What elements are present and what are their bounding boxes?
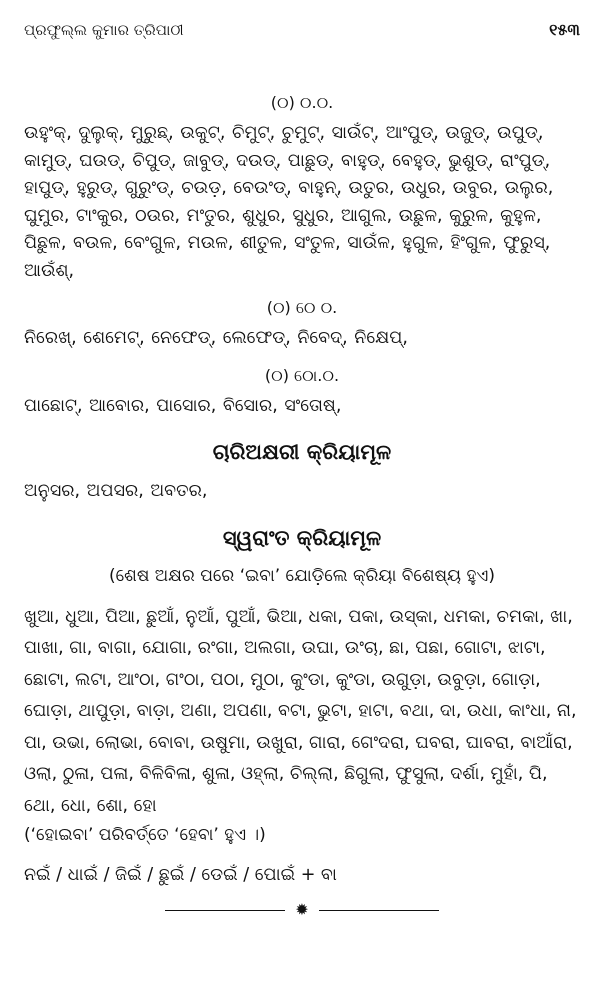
verb-list-pattern-1: ଉହୁଂକ୍, ଦୁଲୁକ୍, ମୁରୁଛ୍, ଉକୁଟ୍, ଚିମୁଟ୍, ଚୁମୁଟ୍, ସାଉଁଟ୍, ଆଂପୁଡ୍, ଉଜୁଡ୍, ଉପୁଡ୍, କାମୁଡ୍, ଘଉଡ୍, ଚିପୁଡ୍, ଜାବୁଡ୍, ଦଉଡ୍, ପାଛୁଡ୍, ବାହୁଡ୍, ବେହୁଡ୍, ଭୁଶୁଡ୍, ରାଂପୁଡ୍, ହାପୁଡ୍, ହୁରୁଡ୍, ଗୁରୁଂଡ୍, ଚଉଡ଼, ବେଉଂଡ୍, ବାହୁନ୍, ଉତୁର, ଉଧୁର, ଉବୁର, ଉଲୁର, ଘୁମୁର, ଟାଂକୁର, ଠଉର, ମଂତୁର, ଶୁଧୁର, ସୁଧୁର, ଆଗୁଲ, ଉଛୁଳ, କୁରୁଳ, କୁହୁଳ, ପିଛୁଳ, ବଉଳ, ବେଂଗୁଳ, ମଉଳ, ଶୀତୁଳ, ସଂତୁଳ, ସାଉଁଳ, ହୁଗୁଳ, ହିଂଗୁଳ, ଫୁରୁସ୍, ଆଉଁଶ୍, — [24, 123, 554, 281]
end-ornament — [24, 902, 580, 918]
verb-list-pattern-2: ନିରେଖ୍, ଶେମେଟ୍, ନେଫେଡ୍, ଲେଫେଡ୍, ନିବେଦ୍, ନିକ୍ଷେପ୍, — [24, 328, 408, 348]
star-ornament-icon: ✹ — [295, 900, 309, 919]
page-number: ୧୫୩ — [549, 20, 580, 39]
ornament-rule-left — [165, 910, 285, 911]
pattern-heading-2: (୦) ୦େ ୦. — [266, 298, 338, 317]
ornament-rule-right — [319, 910, 439, 911]
running-head — [24, 20, 580, 40]
verb-list-pattern-3: ପାଛୋଟ୍, ଆବୋର, ପାସୋର, ବିସୋର, ସଂତୋଷ୍, — [24, 395, 342, 416]
section-title-four-letter-roots: ଚାରିଅକ୍ଷରୀ କ୍ରିୟାମୂଳ — [212, 440, 392, 464]
section-title-vowel-ending-roots: ସ୍ୱରାଂତ କ୍ରିୟାମୂଳ — [222, 525, 382, 550]
verb-list-four-letter: ଅନୁସର, ଅପସର, ଅବତର, — [24, 481, 208, 501]
verb-list-vowel-ending: ଖୁଆ, ଧୁଆ, ପିଆ, ଛୁଆଁ, ନୁଆଁ, ପୁଆଁ, ଭିଆ, ଧକା, ପକା, ଉସ୍କା, ଧମକା, ଚମକା, ଖା, ପାଖା, ଗା, ବାଗା, ଯୋଗା, ରଂଗା, ଅଲଗା, ଉଘା, ଉଂଚା, ଛା, ପଛା, ଗୋଟା, ଝାଟା, ଛୋଟା, ଲଟା, ଆଂଠା, ଗଂଠା, ପଠା, ମୁଠା, କୁଂଡା, କୁଂଡା, ଉଗୁଡ଼ା, ଉବୁଡ଼ା, ଗୋଡ଼ା, ଘୋଡ଼ା, ଥାପୁଡ଼ା, ବାଡ଼ା, ଅଣା, ଅପଣା, ବଟା, ଭୁଟା, ହାଟା, ବଥା, ଦା, ଉଧା, କାଂଧା, ନା, ପା, ଉଭା, ଲୋଭା, ବୋବା, ଉଷୁମା, ଉଖୁରା, ଗାରା, ଗେଂଦରା, ଘବରା, ଘାବରା, ବାଆଁରା, ଓଲା, ଠୁଳା, ପଳା, ବିଳିବିଳା, ଶୁଳା, ଓହ୍ଲା, ଚିଲ୍ଲା, ଛିଗୁଲା, ଫୁସୁଲା, ଦର୍ଶା, ମୁହାଁ, ପି, ଥୋ, ଧୋ, ଶୋ, ହୋ — [24, 606, 577, 816]
section-note: (ଶେଷ ଅକ୍ଷର ପରେ ‘ଇବା’ ଯୋଡ଼ିଲେ କ୍ରିୟା ବିଶେଷ୍ୟ ହୁଏ) — [109, 565, 495, 586]
pattern-heading-3: (୦) ୦ୋ.୦. — [264, 365, 340, 385]
compound-verb-line: ନଇଁ / ଧାଇଁ / ଜିଇଁ / ଛୁଇଁ / ଡେଇଁ / ପୋଇଁ + ବା — [24, 865, 337, 885]
verb-list-footnote: (‘ହୋଇବା’ ପରିବର୍ତ୍ତେ ‘ହେବା’ ହୁଏ ।) — [24, 825, 266, 845]
pattern-heading-1: (୦) ୦.୦. — [270, 93, 334, 112]
running-title: ପ୍ରଫୁଲ୍ଲ କୁମାର ତ୍ରିପାଠୀ — [24, 21, 184, 39]
